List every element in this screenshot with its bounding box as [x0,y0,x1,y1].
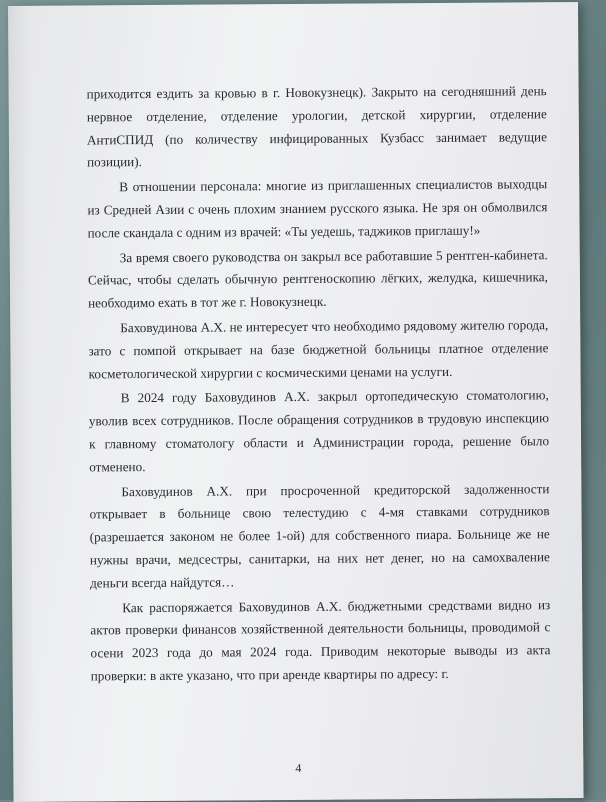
paragraph-7: Как распоряжается Баховудинов А.Х. бюджетными средствами видно из актов проверки финансов хозяйственной деятельности больницы, проводимой с осени 2023 года до мая 2024 года. Приводим некоторые выводы из акта проверки: в акте указано, что при аренде квартиры по адресу: г. [90,596,551,684]
document-page [8,2,584,802]
page-edge-shadow [8,6,36,802]
paragraph-2: В отношении персонала: многие из приглашенных специалистов выходцы из Средней Азии с очень плохим знанием русского языка. Не зря он обмолвился после скандала с одним из врачей: «Ты уедешь, таджиков приглашу!» [87,176,548,241]
document-body [87,80,551,690]
paragraph-4: Баховудинова А.Х. не интересует что необходимо рядовому жителю города, зато с помпой открывает на базе бюджетной больницы платное отделение косметологической хирургии с космическими ценами на услуги. [88,317,549,381]
paragraph-6: Баховудинов А.Х. при просроченной кредиторской задолженности открывает в больнице свою телестудию с 4-мя ставками сотрудников (разрешается законом не более 1-ой) для собственного пиара. Больнице же не нужны врачи, медсестры, санитарки, на них нет денег, но на самохвалeние деньги всегда найдутся… [89,480,550,591]
paragraph-3: За время своего руководства он закрыл все работавшие 5 рентген-кабинета. Сейчас, чтобы сделать обычную рентгеноскопию лёгких, желудка, кишечника, необходимо ехать в тот же г. Новокузнецк. [87,246,548,311]
paragraph-1: приходится ездить за кровью в г. Новокузнецк). Закрыто на сегодняшний день нервное отделение, отделение урологии, детской хирургии, отделение АнтиСПИД (по количеству инфицированных Кузбасс занимает ведущие позиции). [86,83,547,170]
paragraph-5: В 2024 году Баховудинов А.Х. закрыл ортопедическую стоматологию, уволив всех сотрудников. После обращения сотрудников в трудовую инспекцию к главному стоматологу области и Администрации города, решение было отменено. [88,387,550,475]
page-number: 4 [295,760,302,776]
